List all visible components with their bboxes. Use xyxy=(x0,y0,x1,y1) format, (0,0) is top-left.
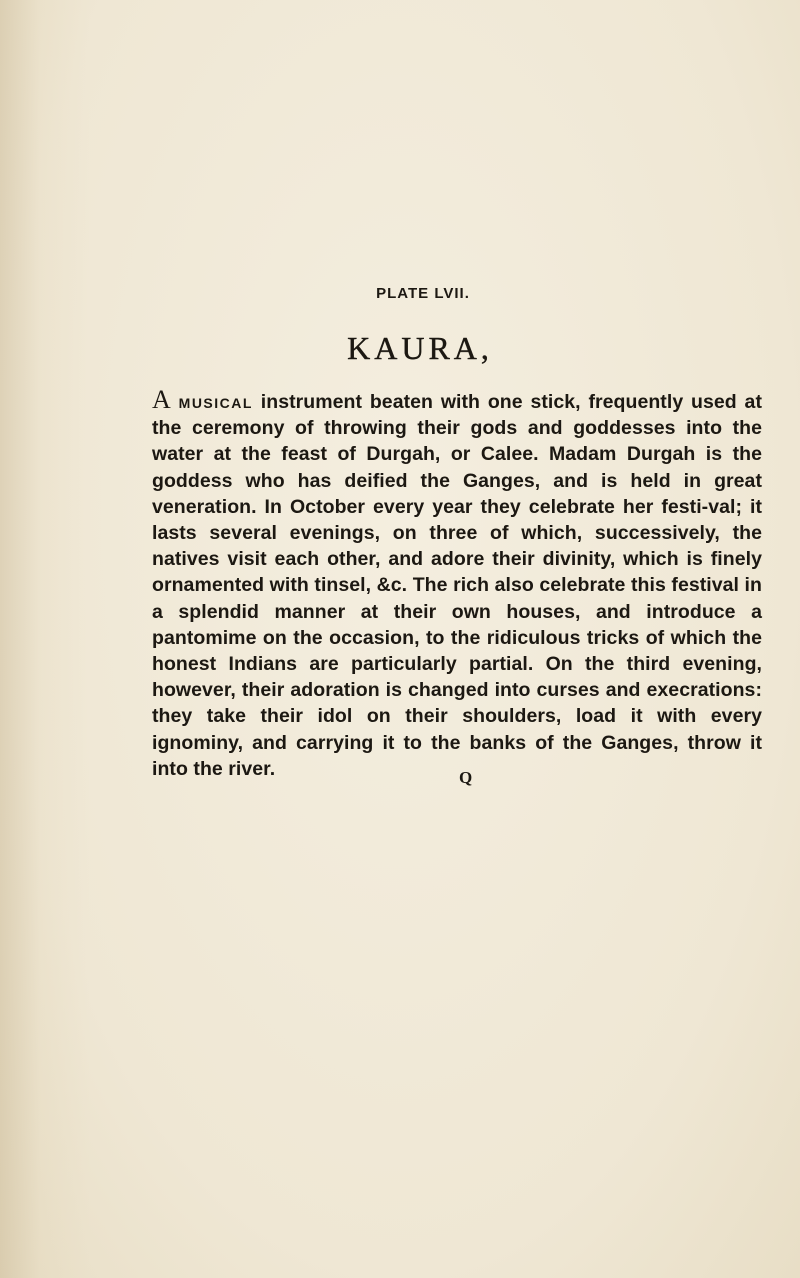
drop-initial: A xyxy=(152,385,171,414)
paragraph-text: instrument beaten with one stick, frequently used at the ceremony of throwing their gods and goddesses into the water at the feast of Durgah, or Calee. Madam Durgah is the goddess who has deified the Ganges, and is held in great veneration. In October every year they celebrate her festi-val; it lasts several evenings, on three of which, successively, the natives visit each other, and adore their divinity, which is finely ornamented with tinsel, &c. The rich also celebrate this festival in a splendid manner at their own houses, and introduce a pantomime on the occasion, to the ridiculous tricks of which the honest Indians are particularly partial. On the third evening, however, their adoration is changed into curses and execrations: they take their idol on their shoulders, load it with every ignominy, and carrying it to the banks of the Ganges, throw it into the river. xyxy=(152,391,762,780)
signature-mark: Q xyxy=(459,768,473,787)
plate-label: PLATE LVII. xyxy=(376,285,470,302)
page-title: KAURA, xyxy=(347,330,493,366)
lead-word: musical xyxy=(178,391,253,413)
body-paragraph xyxy=(152,387,762,782)
